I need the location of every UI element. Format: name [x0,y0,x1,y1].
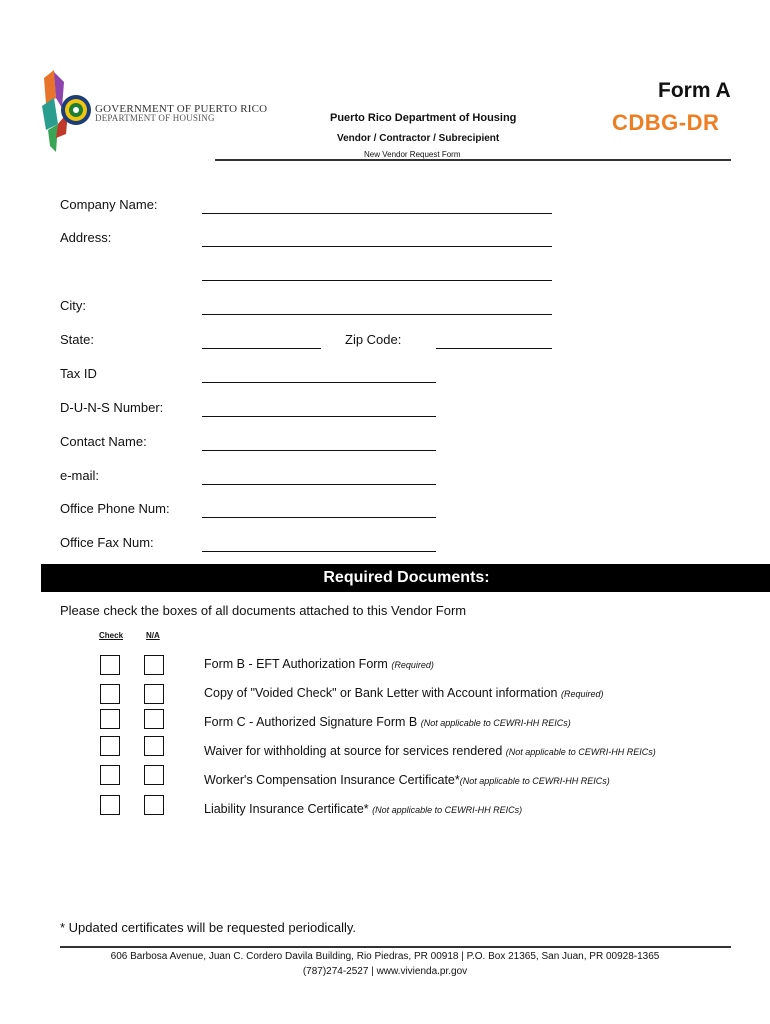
required-documents-heading: Required Documents: [41,564,770,592]
address-field-line-1[interactable] [202,246,552,247]
contact-name-label: Contact Name: [60,434,147,449]
doc-2-label [204,686,604,700]
doc-3-label [204,715,571,729]
government-name: GOVERNMENT OF PUERTO RICO [95,103,268,115]
footnote: * Updated certificates will be requested periodically. [60,920,357,935]
company-name-field[interactable] [202,213,552,214]
doc-4-label [204,744,656,758]
duns-field[interactable] [202,416,436,417]
email-field[interactable] [202,484,436,485]
city-field[interactable] [202,314,552,315]
doc-6-na-checkbox[interactable] [144,795,164,815]
doc-4-note: (Not applicable to CEWRI-HH REICs) [505,747,656,757]
doc-6-label [204,802,522,816]
doc-2-check-checkbox[interactable] [100,684,120,704]
duns-label: D-U-N-S Number: [60,400,164,415]
doc-5-text: Worker's Compensation Insurance Certificate* [204,773,460,787]
doc-6-note: (Not applicable to CEWRI-HH REICs) [372,805,523,815]
doc-5-label [204,773,610,787]
company-name-label: Company Name: [60,197,158,212]
form-title: New Vendor Request Form [364,150,461,159]
doc-1-na-checkbox[interactable] [144,655,164,675]
office-phone-field[interactable] [202,517,436,518]
office-fax-label: Office Fax Num: [60,535,154,550]
doc-6-text: Liability Insurance Certificate* [204,802,373,816]
doc-2-note: (Required) [560,689,604,699]
footer-divider [60,946,731,948]
doc-3-na-checkbox[interactable] [144,709,164,729]
form-subtitle: Vendor / Contractor / Subrecipient [337,133,500,144]
doc-3-check-checkbox[interactable] [100,709,120,729]
office-phone-label: Office Phone Num: [60,501,170,516]
zip-code-field[interactable] [436,348,552,349]
doc-5-check-checkbox[interactable] [100,765,120,785]
doc-3-note: (Not applicable to CEWRI-HH REICs) [420,718,571,728]
na-column-header: N/A [146,631,160,640]
state-field[interactable] [202,348,321,349]
address-field-line-2[interactable] [202,280,552,281]
doc-4-check-checkbox[interactable] [100,736,120,756]
city-label: City: [60,298,86,313]
doc-3-text: Form C - Authorized Signature Form B [204,715,421,729]
header-divider [215,159,731,161]
program-name: CDBG-DR [612,110,720,135]
tax-id-label: Tax ID [60,366,97,381]
doc-1-label [204,657,434,671]
office-fax-field[interactable] [202,551,436,552]
doc-4-text: Waiver for withholding at source for services rendered [204,744,506,758]
department-title: Puerto Rico Department of Housing [330,112,517,124]
footer-address: 606 Barbosa Avenue, Juan C. Cordero Davila Building, Rio Piedras, PR 00918 | P.O. Box 21365, San Juan, PR 00928-1365 [110,951,660,962]
address-label: Address: [60,230,112,245]
doc-4-na-checkbox[interactable] [144,736,164,756]
doc-1-note: (Required) [391,660,434,670]
footer-contact: (787)274-2527 | www.vivienda.pr.gov [302,966,468,977]
department-name: DEPARTMENT OF HOUSING [95,113,215,123]
tax-id-field[interactable] [202,382,436,383]
contact-name-field[interactable] [202,450,436,451]
email-label: e-mail: [60,468,100,483]
check-column-header: Check [99,631,124,640]
doc-1-check-checkbox[interactable] [100,655,120,675]
doc-5-na-checkbox[interactable] [144,765,164,785]
zip-code-label: Zip Code: [345,332,402,347]
doc-5-note: (Not applicable to CEWRI-HH REICs) [459,776,610,786]
state-label: State: [60,332,94,347]
instructions-text: Please check the boxes of all documents attached to this Vendor Form [60,603,467,618]
doc-1-text: Form B - EFT Authorization Form [204,657,392,671]
form-code: Form A [658,79,731,102]
doc-2-na-checkbox[interactable] [144,684,164,704]
doc-6-check-checkbox[interactable] [100,795,120,815]
doc-2-text: Copy of "Voided Check" or Bank Letter with Account information [204,686,561,700]
